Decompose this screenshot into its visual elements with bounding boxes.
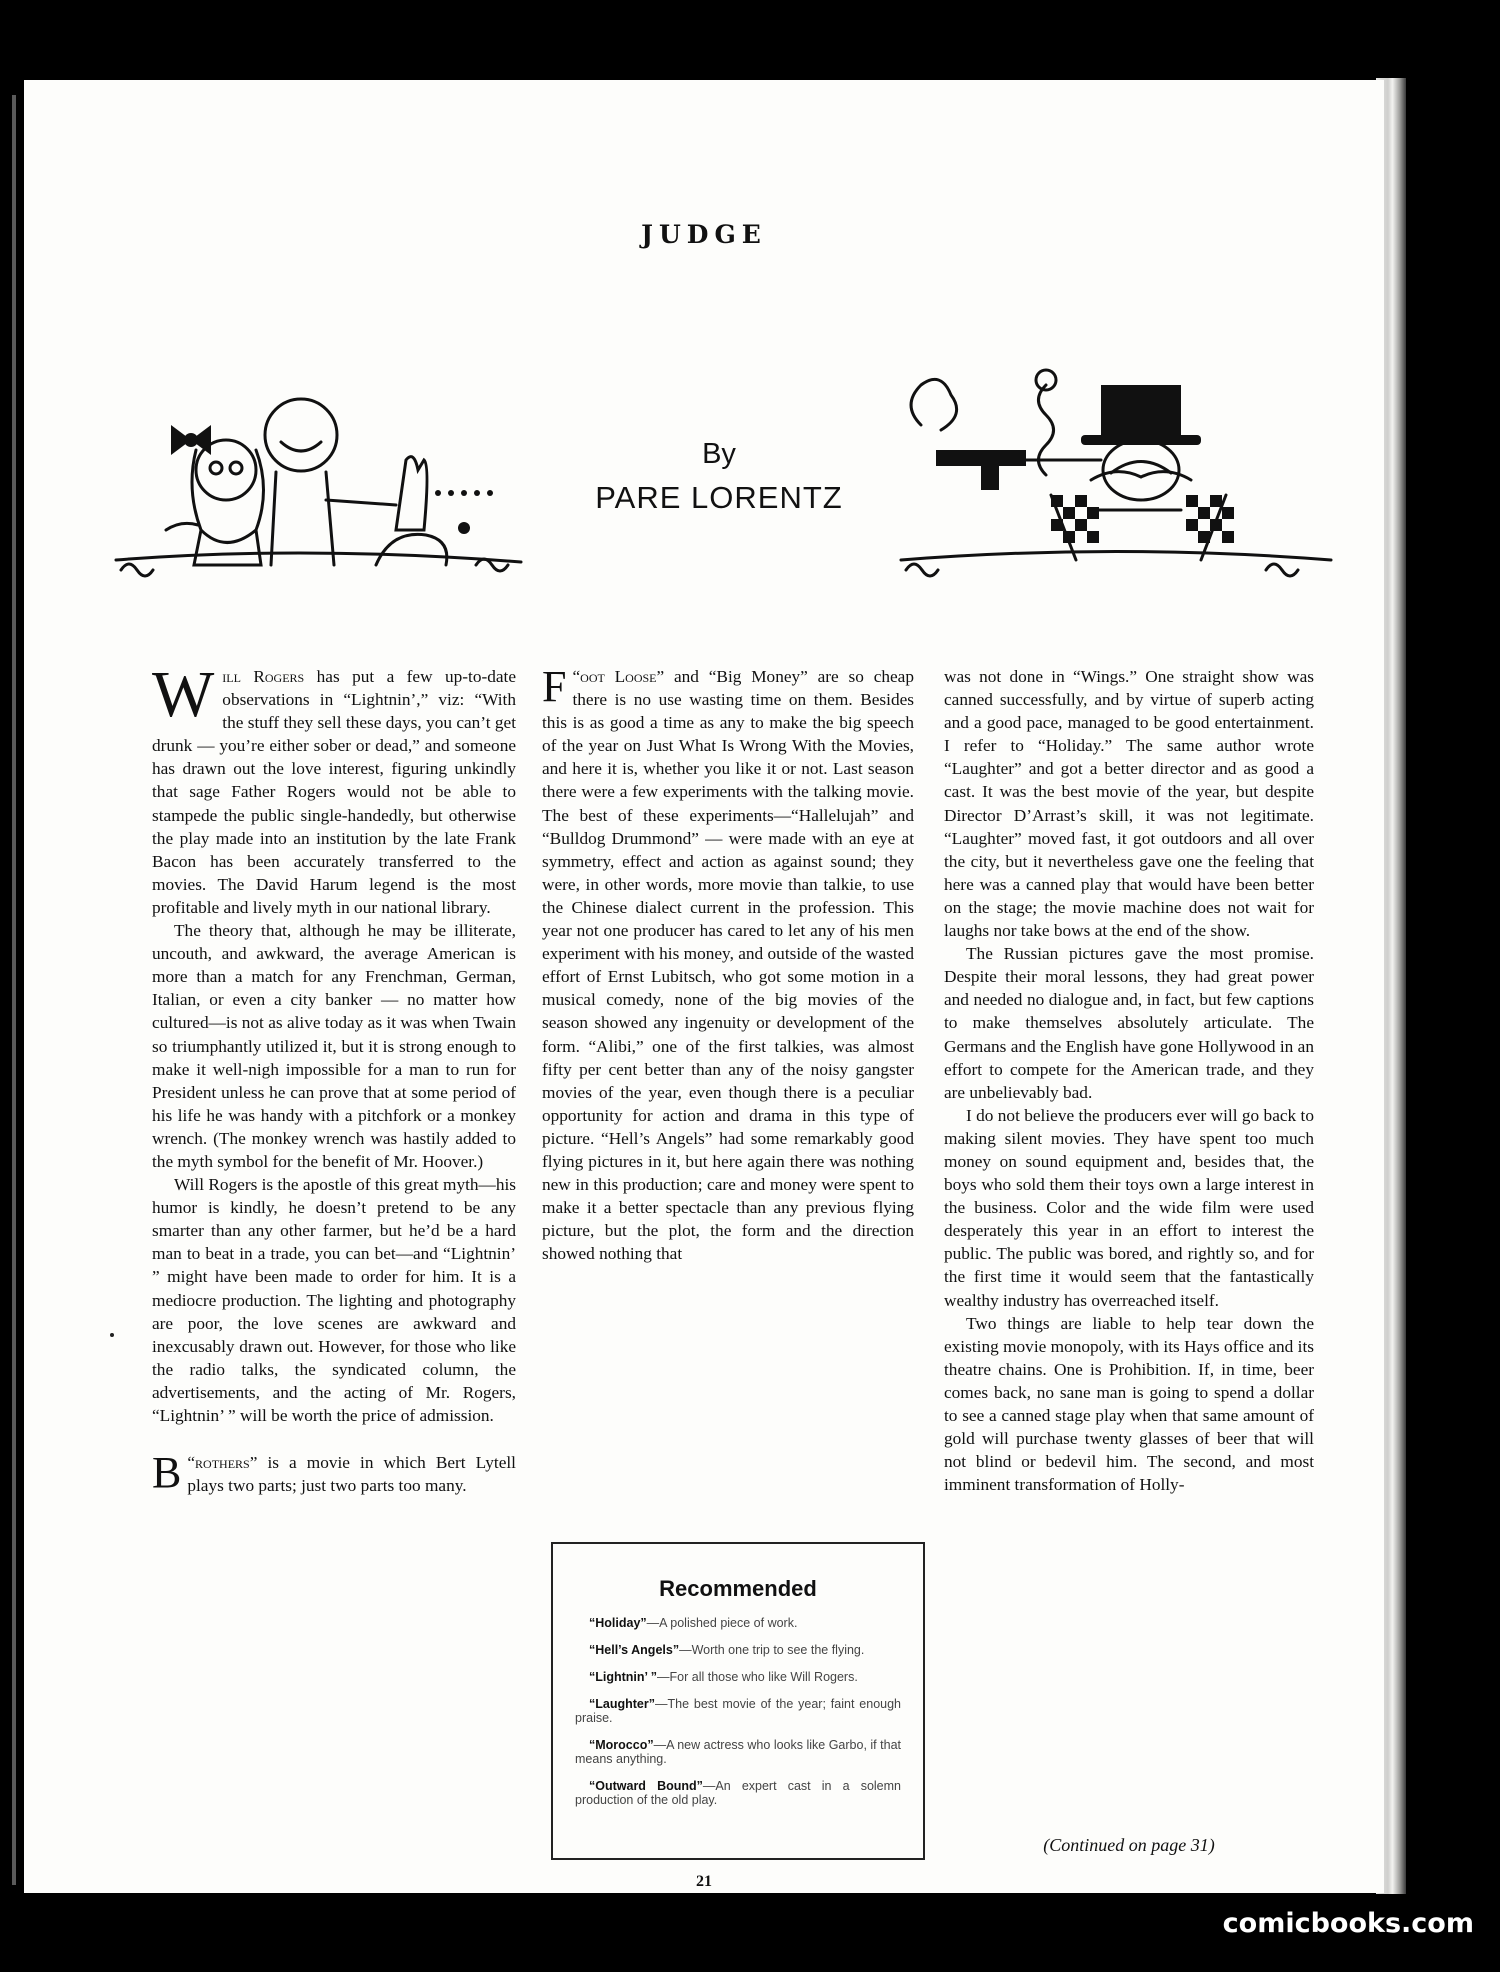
running-head: JUDGE bbox=[641, 220, 767, 249]
drop-cap: W bbox=[152, 658, 215, 731]
left-page-edge bbox=[12, 95, 16, 1885]
recommended-title: Recommended bbox=[659, 1576, 817, 1601]
magazine-page bbox=[24, 80, 1384, 1893]
drop-cap: F bbox=[542, 662, 567, 711]
stray-ink-dot bbox=[110, 1333, 114, 1337]
paragraph: Will Rogers is the apostle of this great myth—his humor is kindly, he doesn’t pretend to be any smarter than any other farmer, but he’d be a hard man to beat in a trade, you can bet—and “Lightnin’ ” might have been made to order for him. It is a mediocre production. The lighting and photography are poor, the love scenes are awkward and inexcusably drawn out. However, for those who like the radio talks, the syndicated column, the advertisements, and the acting of Mr. Rogers, “Lightnin’ ” will be worth the price of admission. bbox=[152, 1175, 517, 1425]
cartoon-illustration-right bbox=[896, 365, 1336, 580]
paragraph: “ B rothers” is a movie in which Bert Lytell plays two parts; just two parts too many. bbox=[152, 1448, 516, 1498]
list-item: “Hell’s Angels”—Worth one trip to see the flying. bbox=[589, 1643, 865, 1657]
article-column-1 bbox=[152, 658, 517, 1498]
paragraph: was not done in “Wings.” One straight show was canned successfully, and by virtue of superb acting and a good pace, managed to be good entertainment. I refer to “Holiday.” The same author wrote “Laughter” and got a better director and as good a cast. It was the best movie of the year, but despite Director D’Arrast’s skill, it was not legitimate. “Laughter” moved fast, it got outdoors and all over the city, but it nevertheless gave one the feeling that here was a canned play that would have been better on the stage; the movie machine does not wait for laughs nor take bows at the end of the show. bbox=[944, 667, 1314, 941]
cartoon-illustration-left bbox=[106, 380, 531, 580]
paragraph: The theory that, although he may be illiterate, uncouth, and awkward, the average American is more than a match for any Frenchman, German, Italian, or even a city banker — no matter how cultured—is not as alive today as it was when Twain so triumphantly utilized it, but it is strong enough to make it well-nigh impossible for a man to run for President unless he can prove that at some period of his life he was handy with a pitchfork or a monkey wrench. (The monkey wrench was hastily added to the myth symbol for the benefit of Mr. Hoover.) bbox=[152, 921, 516, 1171]
paragraph: The Russian pictures gave the most promise. Despite their moral lessons, they had great power and needed no dialogue and, in fact, but few captions to make themselves absolutely articulate. The Germans and the English have gone Hollywood in an effort to compete for the American trade, and they are unbelievably bad. bbox=[944, 944, 1314, 1102]
paragraph: Will Rogers has put a few up-to-date observations in “Lightnin’,” viz: “With the stuff they sell these days, you can’t get drunk — you’re either sober or dead,” and someone has drawn out the love interest, figuring unkindly that sage Father Rogers would not be able to stampede the public single-handedly, but otherwise the play made into an institution by the late Frank Bacon has been accurately transferred to the movies. The David Harum legend is the most profitable and lively myth in our national library. bbox=[152, 658, 517, 917]
page-number: 21 bbox=[696, 1873, 712, 1890]
article-column-2 bbox=[542, 662, 914, 1265]
site-watermark: comicbooks.com bbox=[1222, 1908, 1474, 1939]
list-item: “Morocco”—A new actress who looks like Garbo, if that means anything. bbox=[575, 1738, 901, 1766]
drop-cap: B bbox=[152, 1448, 182, 1498]
paragraph: “ F oot Loose” and “Big Money” are so cheap there is no use wasting time on them. Besides this is as good a time as any to make the big speech of the year on Just What Is Wrong With the Movies, and here it is, whether you like it or not. Last season there were a few experiments with the talking movie. The best of these experiments—“Hallelujah” and “Bulldog Drummond” — were made with an eye at symmetry, effect and action as against sound; they were, in other words, more movie than talkie, to use the Chinese dialect current in the profession. This year not one producer has cared to let any of his men experiment with his money, and outside of the wasted effort of Ernst Lubitsch, who got some motion in a musical comedy, none of the big movies of the season showed any ingenuity or development of the form. “Alibi,” one of the first talkies, was almost fifty per cent better than any of the noisy gangster movies of the year, even though there is a peculiar opportunity for action and drama in this type of picture. “Hell’s Angels” had some remarkably good flying pictures in it, but here again there was nothing new in this production; care and money were spent to make it a better spectacle than any previous flying picture, but the plot, the form and the direction showed nothing that bbox=[542, 662, 914, 1264]
list-item: “Holiday”—A polished piece of work. bbox=[589, 1616, 798, 1630]
paragraph: Two things are liable to help tear down the existing movie monopoly, with its Hays office and its theatre chains. One is Prohibition. If, in time, beer comes back, no sane man is going to spend a dollar to see a canned stage play when that same amount of gold will purchase twenty glasses of beer that will not blind or bedevil him. The second, and most imminent transformation of Holly- bbox=[944, 1313, 1314, 1495]
list-item: “Laughter”—The best movie of the year; faint enough praise. bbox=[575, 1697, 901, 1725]
byline-author: PARE LORENTZ bbox=[595, 480, 843, 515]
byline-by: By bbox=[702, 438, 736, 470]
recommended-box bbox=[551, 1542, 925, 1860]
paragraph: I do not believe the producers ever will go back to making silent movies. They have spent too much money on sound equipment and, besides that, the boys who sold them their toys own a large interest in the business. Color and the wide film were used desperately this year in an effort to interest the public. The public was bored, and rightly so, and for the first time it would seem that the fantastically wealthy industry has overreached itself. bbox=[944, 1105, 1314, 1310]
list-item: “Outward Bound”—An expert cast in a solemn production of the old play. bbox=[575, 1779, 901, 1807]
continued-note: (Continued on page 31) bbox=[1043, 1835, 1215, 1855]
article-column-3 bbox=[944, 665, 1314, 1496]
list-item: “Lightnin’ ”—For all those who like Will Rogers. bbox=[589, 1670, 858, 1684]
